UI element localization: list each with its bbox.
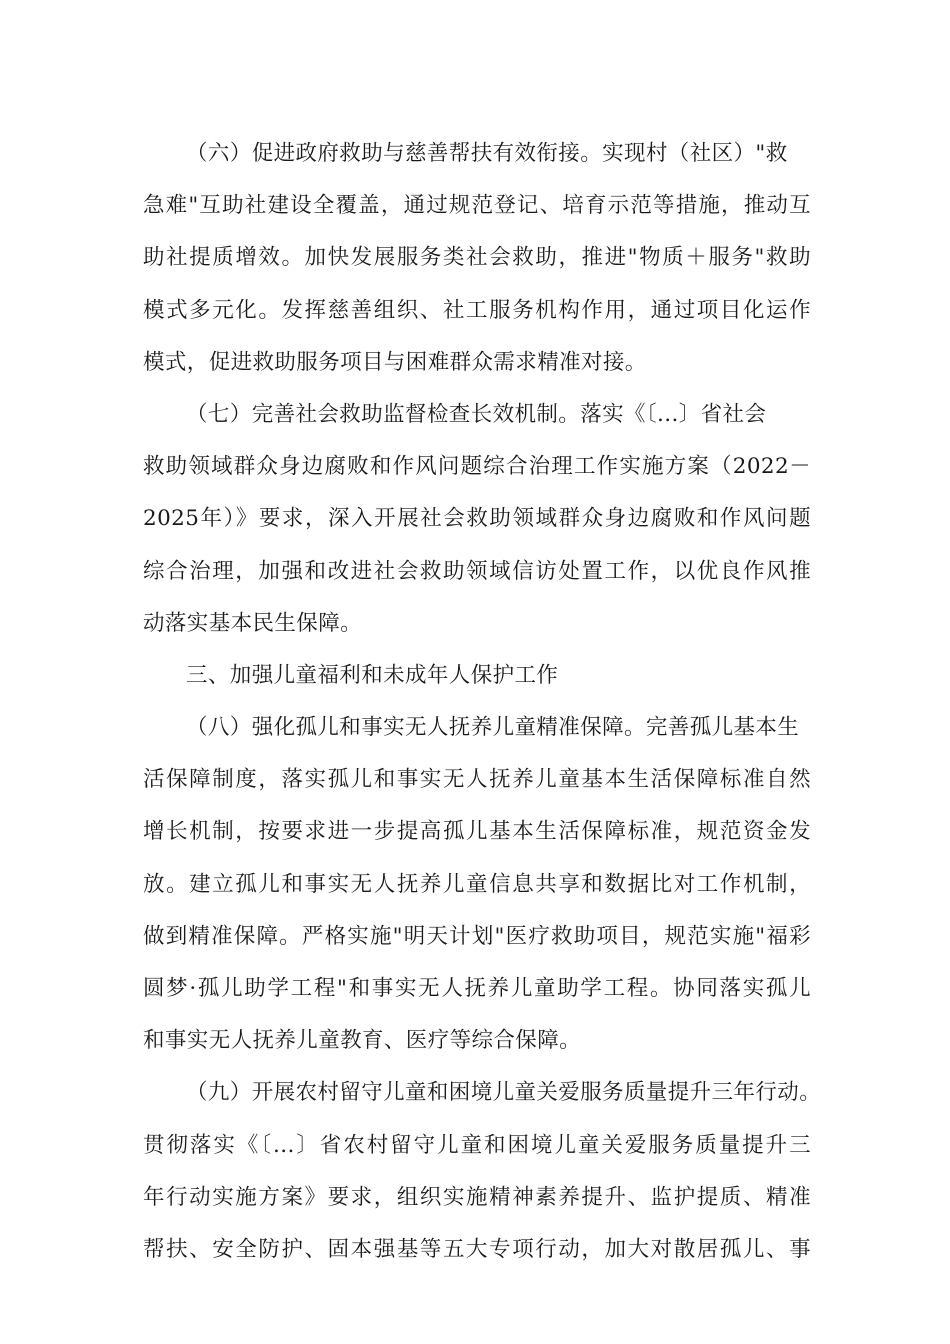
paragraph-8-line-1: （八）强化孤儿和事实无人抚养儿童精准保障。完善孤儿基本生	[186, 715, 800, 741]
paragraph-8-line-4: 放。建立孤儿和事实无人抚养儿童信息共享和数据比对工作机制，	[143, 871, 811, 897]
paragraph-9-line-2: 贯彻落实《〔...〕省农村留守儿童和困境儿童关爱服务质量提升三	[143, 1132, 811, 1158]
paragraph-7-line-3: 2025年）》要求，深入开展社会救助领域群众身边腐败和作风问题	[143, 506, 811, 532]
paragraph-7-line-1: （七）完善社会救助监督检查长效机制。落实《〔...〕省社会	[186, 401, 767, 427]
paragraph-6-line-5: 模式，促进救助服务项目与困难群众需求精准对接。	[143, 349, 647, 375]
paragraph-9-line-1: （九）开展农村留守儿童和困境儿童关爱服务质量提升三年行动。	[186, 1080, 822, 1106]
paragraph-7-line-5: 动落实基本民生保障。	[143, 610, 363, 636]
paragraph-6-line-3: 助社提质增效。加快发展服务类社会救助，推进"物质＋服务"救助	[143, 245, 811, 271]
paragraph-8-line-5: 做到精准保障。严格实施"明天计划"医疗救助项目，规范实施"福彩	[143, 923, 811, 949]
paragraph-6-line-4: 模式多元化。发挥慈善组织、社工服务机构作用，通过项目化运作	[143, 297, 811, 323]
paragraph-6-line-2: 急难"互助社建设全覆盖，通过规范登记、培育示范等措施，推动互	[143, 193, 811, 219]
paragraph-9-line-3: 年行动实施方案》要求，组织实施精神素养提升、监护提质、精准	[143, 1184, 811, 1210]
paragraph-8-line-6: 圆梦·孤儿助学工程"和事实无人抚养儿童助学工程。协同落实孤儿	[143, 976, 811, 1001]
document-body	[143, 134, 822, 1282]
paragraph-8-line-2: 活保障制度，落实孤儿和事实无人抚养儿童基本生活保障标准自然	[143, 767, 811, 793]
paragraph-8-line-3: 增长机制，按要求进一步提高孤儿基本生活保障标准，规范资金发	[143, 819, 811, 845]
paragraph-8-line-7: 和事实无人抚养儿童教育、医疗等综合保障。	[143, 1028, 582, 1054]
paragraph-7-line-4: 综合治理，加强和改进社会救助领域信访处置工作，以优良作风推	[143, 558, 811, 584]
paragraph-6-line-1: （六）促进政府救助与慈善帮扶有效衔接。实现村（社区）"救	[186, 141, 788, 166]
section-3-heading: 三、加强儿童福利和未成年人保护工作	[186, 662, 559, 688]
paragraph-7-line-2: 救助领域群众身边腐败和作风问题综合治理工作实施方案（2022－	[143, 454, 811, 480]
paragraph-9-line-4: 帮扶、安全防护、固本强基等五大专项行动，加大对散居孤儿、事	[143, 1236, 811, 1262]
